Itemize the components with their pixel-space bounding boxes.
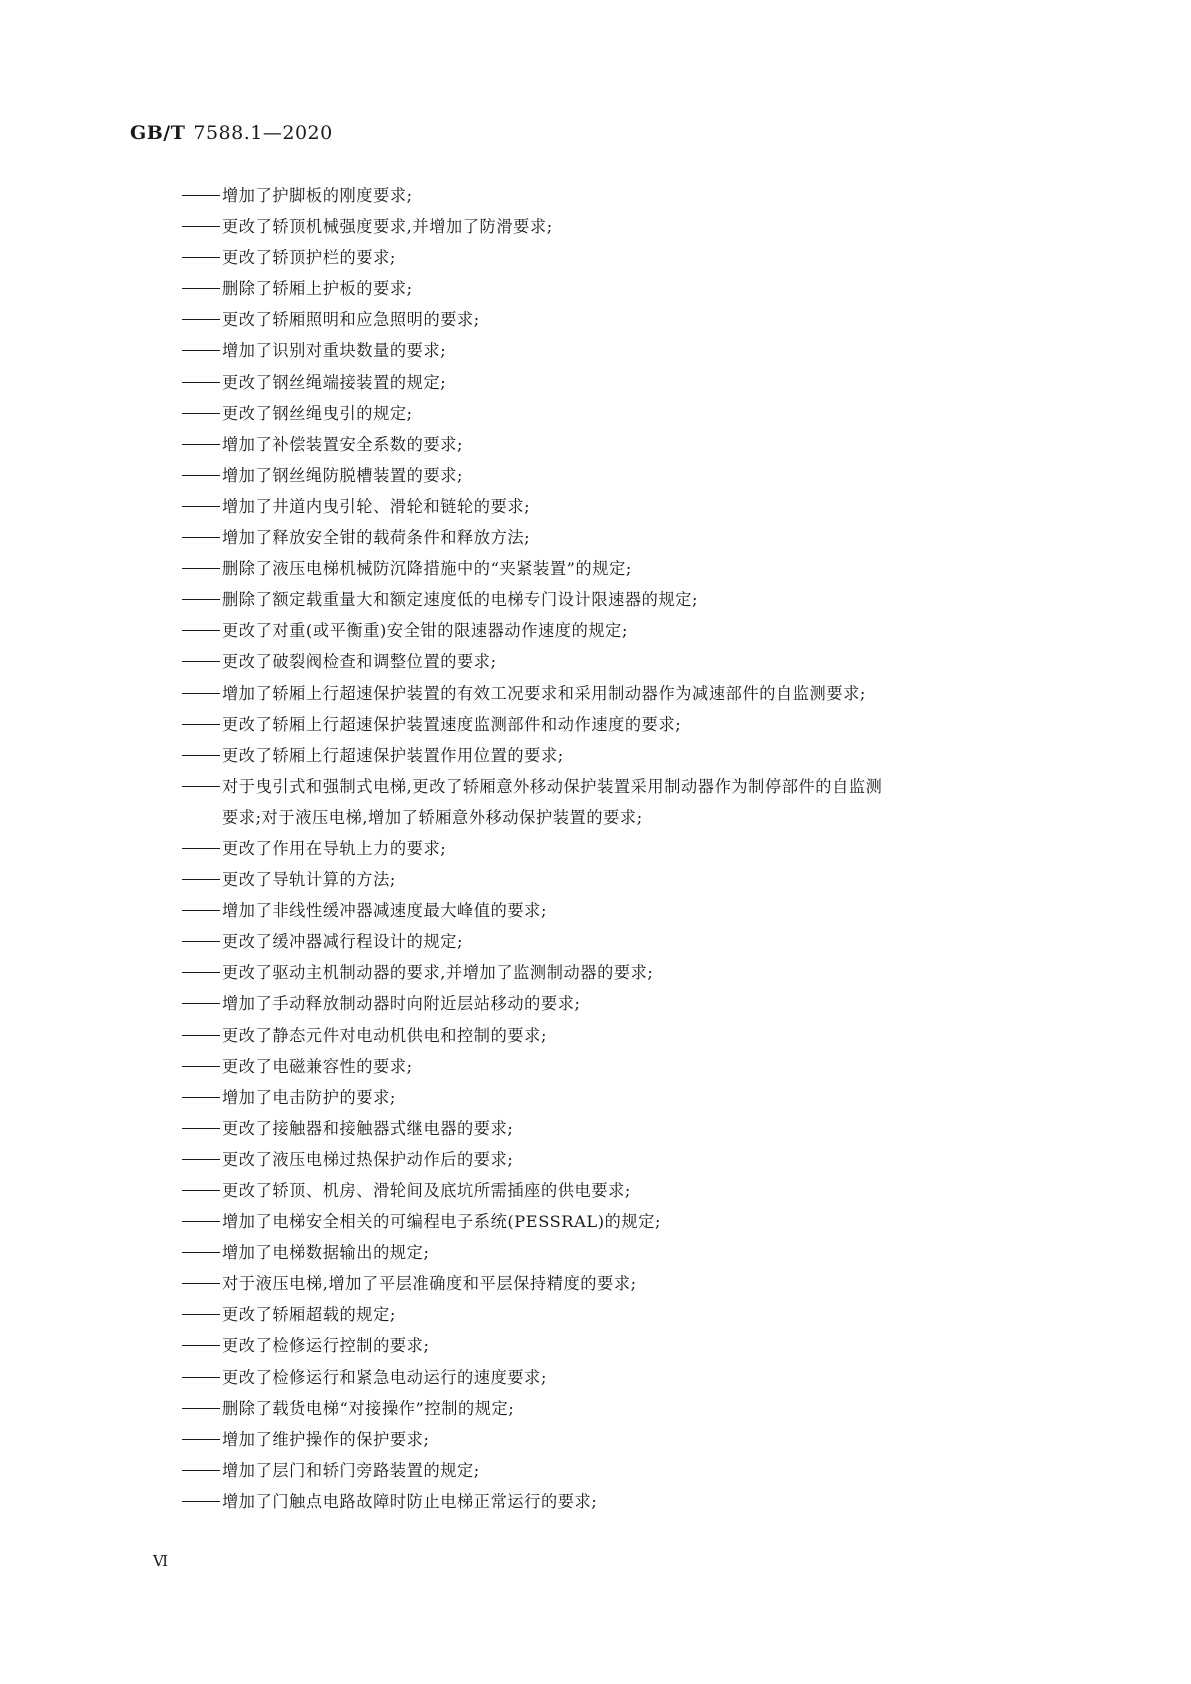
- list-item-text: 增加了门触点电路故障时防止电梯正常运行的要求;: [222, 1491, 598, 1511]
- list-item-text: 增加了电梯数据输出的规定;: [222, 1243, 430, 1263]
- em-dash-marker: [182, 661, 220, 662]
- list-item-text: 更改了轿厢上行超速保护装置速度监测部件和动作速度的要求;: [222, 714, 682, 734]
- list-item: [182, 833, 1082, 864]
- list-item: [182, 709, 1082, 740]
- em-dash-marker: [182, 319, 220, 320]
- list-item-text: 更改了对重(或平衡重)安全钳的限速器动作速度的规定;: [222, 621, 628, 641]
- list-item-text: 增加了电击防护的要求;: [222, 1087, 396, 1107]
- list-item-text: 增加了井道内曳引轮、滑轮和链轮的要求;: [222, 496, 531, 516]
- list-item: [182, 1424, 1082, 1455]
- em-dash-marker: [182, 630, 220, 631]
- em-dash-marker: [182, 226, 220, 227]
- list-item-text: 更改了接触器和接触器式继电器的要求;: [222, 1118, 514, 1138]
- list-item-text: 删除了轿厢上护板的要求;: [222, 279, 413, 299]
- list-item-text: 更改了导轨计算的方法;: [222, 870, 396, 890]
- em-dash-marker: [182, 1345, 220, 1346]
- list-item: [182, 304, 1082, 335]
- list-item-text: 更改了轿厢上行超速保护装置作用位置的要求;: [222, 745, 564, 765]
- list-item-text: 增加了轿厢上行超速保护装置的有效工况要求和采用制动器作为减速部件的自监测要求;: [222, 683, 866, 703]
- list-item: [182, 864, 1082, 895]
- em-dash-marker: [182, 537, 220, 538]
- list-item: [182, 895, 1082, 926]
- list-item: [182, 584, 1082, 615]
- list-item: [182, 1206, 1082, 1237]
- list-item-text: 增加了手动释放制动器时向附近层站移动的要求;: [222, 994, 581, 1014]
- em-dash-marker: [182, 1097, 220, 1098]
- em-dash-marker: [182, 1221, 220, 1222]
- list-item: [182, 1175, 1082, 1206]
- list-item: [182, 522, 1082, 553]
- em-dash-marker: [182, 1128, 220, 1129]
- page-number: Ⅵ: [153, 1552, 169, 1570]
- list-item-text: 增加了钢丝绳防脱槽装置的要求;: [222, 465, 464, 485]
- list-item: [182, 957, 1082, 988]
- list-item: [182, 429, 1082, 460]
- em-dash-marker: [182, 1283, 220, 1284]
- em-dash-marker: [182, 413, 220, 414]
- list-item-text-continued: 要求;对于液压电梯,增加了轿厢意外移动保护装置的要求;: [222, 807, 643, 827]
- em-dash-marker: [182, 724, 220, 725]
- em-dash-marker: [182, 1003, 220, 1004]
- list-item-text: 更改了轿厢超载的规定;: [222, 1305, 396, 1325]
- list-item: [182, 211, 1082, 242]
- list-item-text: 更改了轿顶机械强度要求,并增加了防滑要求;: [222, 217, 553, 237]
- list-item: [182, 771, 1082, 833]
- em-dash-marker: [182, 1314, 220, 1315]
- list-item-text: 对于曳引式和强制式电梯,更改了轿厢意外移动保护装置采用制动器作为制停部件的自监测: [222, 776, 883, 796]
- standard-prefix: GB/T: [130, 122, 186, 144]
- em-dash-marker: [182, 350, 220, 351]
- em-dash-marker: [182, 382, 220, 383]
- page-header: [130, 122, 333, 144]
- list-item: [182, 367, 1082, 398]
- list-item-text: 更改了轿厢照明和应急照明的要求;: [222, 310, 480, 330]
- list-item-text: 更改了缓冲器减行程设计的规定;: [222, 932, 464, 952]
- list-item-text: 更改了液压电梯过热保护动作后的要求;: [222, 1149, 514, 1169]
- list-item-text: 删除了载货电梯“对接操作”控制的规定;: [222, 1398, 515, 1418]
- list-item: [182, 491, 1082, 522]
- em-dash-marker: [182, 848, 220, 849]
- list-item: [182, 242, 1082, 273]
- list-item: [182, 553, 1082, 584]
- list-item: [182, 1082, 1082, 1113]
- em-dash-marker: [182, 910, 220, 911]
- list-item: [182, 615, 1082, 646]
- em-dash-marker: [182, 506, 220, 507]
- em-dash-marker: [182, 1035, 220, 1036]
- em-dash-marker: [182, 972, 220, 973]
- em-dash-marker: [182, 941, 220, 942]
- em-dash-marker: [182, 1377, 220, 1378]
- change-list: [182, 180, 1082, 1517]
- list-item: [182, 1393, 1082, 1424]
- list-item-text: 增加了维护操作的保护要求;: [222, 1429, 430, 1449]
- em-dash-marker: [182, 444, 220, 445]
- em-dash-marker: [182, 1252, 220, 1253]
- em-dash-marker: [182, 1190, 220, 1191]
- list-item-text: 删除了液压电梯机械防沉降措施中的“夹紧装置”的规定;: [222, 559, 632, 579]
- list-item: [182, 926, 1082, 957]
- list-item: [182, 1362, 1082, 1393]
- list-item-text: 对于液压电梯,增加了平层准确度和平层保持精度的要求;: [222, 1274, 637, 1294]
- list-item-text: 更改了轿顶护栏的要求;: [222, 248, 396, 268]
- list-item-text: 更改了钢丝绳端接装置的规定;: [222, 372, 447, 392]
- list-item-text: 增加了非线性缓冲器减速度最大峰值的要求;: [222, 901, 548, 921]
- em-dash-marker: [182, 1159, 220, 1160]
- list-item: [182, 678, 1082, 709]
- em-dash-marker: [182, 1408, 220, 1409]
- list-item-text: 增加了层门和轿门旁路装置的规定;: [222, 1460, 480, 1480]
- em-dash-marker: [182, 1470, 220, 1471]
- list-item-text: 增加了护脚板的刚度要求;: [222, 186, 413, 205]
- list-item-text: 增加了释放安全钳的载荷条件和释放方法;: [222, 528, 531, 548]
- em-dash-marker: [182, 693, 220, 694]
- em-dash-marker: [182, 879, 220, 880]
- list-item: [182, 335, 1082, 366]
- list-item: [182, 1237, 1082, 1268]
- list-item: [182, 1455, 1082, 1486]
- em-dash-marker: [182, 568, 220, 569]
- list-item-text: 增加了补偿装置安全系数的要求;: [222, 434, 464, 454]
- list-item: [182, 273, 1082, 304]
- list-item-text: 更改了钢丝绳曳引的规定;: [222, 403, 413, 423]
- list-item: [182, 180, 1082, 211]
- list-item: [182, 1113, 1082, 1144]
- list-item: [182, 988, 1082, 1019]
- list-item-text: 删除了额定载重量大和额定速度低的电梯专门设计限速器的规定;: [222, 590, 699, 610]
- em-dash-marker: [182, 1066, 220, 1067]
- list-item-text: 更改了检修运行控制的要求;: [222, 1336, 430, 1356]
- em-dash-marker: [182, 599, 220, 600]
- list-item: [182, 398, 1082, 429]
- list-item: [182, 1299, 1082, 1330]
- list-item: [182, 1268, 1082, 1299]
- list-item-text: 增加了识别对重块数量的要求;: [222, 341, 447, 361]
- em-dash-marker: [182, 1501, 220, 1502]
- list-item: [182, 460, 1082, 491]
- list-item: [182, 646, 1082, 677]
- list-item: [182, 1051, 1082, 1082]
- em-dash-marker: [182, 257, 220, 258]
- list-item-text: 更改了破裂阀检查和调整位置的要求;: [222, 652, 497, 672]
- list-item-text: 更改了电磁兼容性的要求;: [222, 1056, 413, 1076]
- list-item: [182, 1486, 1082, 1517]
- list-item-text: 更改了作用在导轨上力的要求;: [222, 838, 447, 858]
- list-item: [182, 1020, 1082, 1051]
- em-dash-marker: [182, 475, 220, 476]
- list-item: [182, 740, 1082, 771]
- em-dash-marker: [182, 755, 220, 756]
- list-item-text: 更改了驱动主机制动器的要求,并增加了监测制动器的要求;: [222, 963, 654, 983]
- list-item-text: 更改了静态元件对电动机供电和控制的要求;: [222, 1025, 548, 1045]
- em-dash-marker: [182, 195, 220, 196]
- em-dash-marker: [182, 288, 220, 289]
- list-item: [182, 1330, 1082, 1361]
- standard-number: 7588.1—2020: [193, 122, 333, 144]
- list-item-text: 更改了轿顶、机房、滑轮间及底坑所需插座的供电要求;: [222, 1181, 631, 1200]
- em-dash-marker: [182, 786, 220, 787]
- list-item: [182, 1144, 1082, 1175]
- em-dash-marker: [182, 1439, 220, 1440]
- list-item-text: 增加了电梯安全相关的可编程电子系统(PESSRAL)的规定;: [222, 1212, 662, 1232]
- list-item-text: 更改了检修运行和紧急电动运行的速度要求;: [222, 1367, 548, 1387]
